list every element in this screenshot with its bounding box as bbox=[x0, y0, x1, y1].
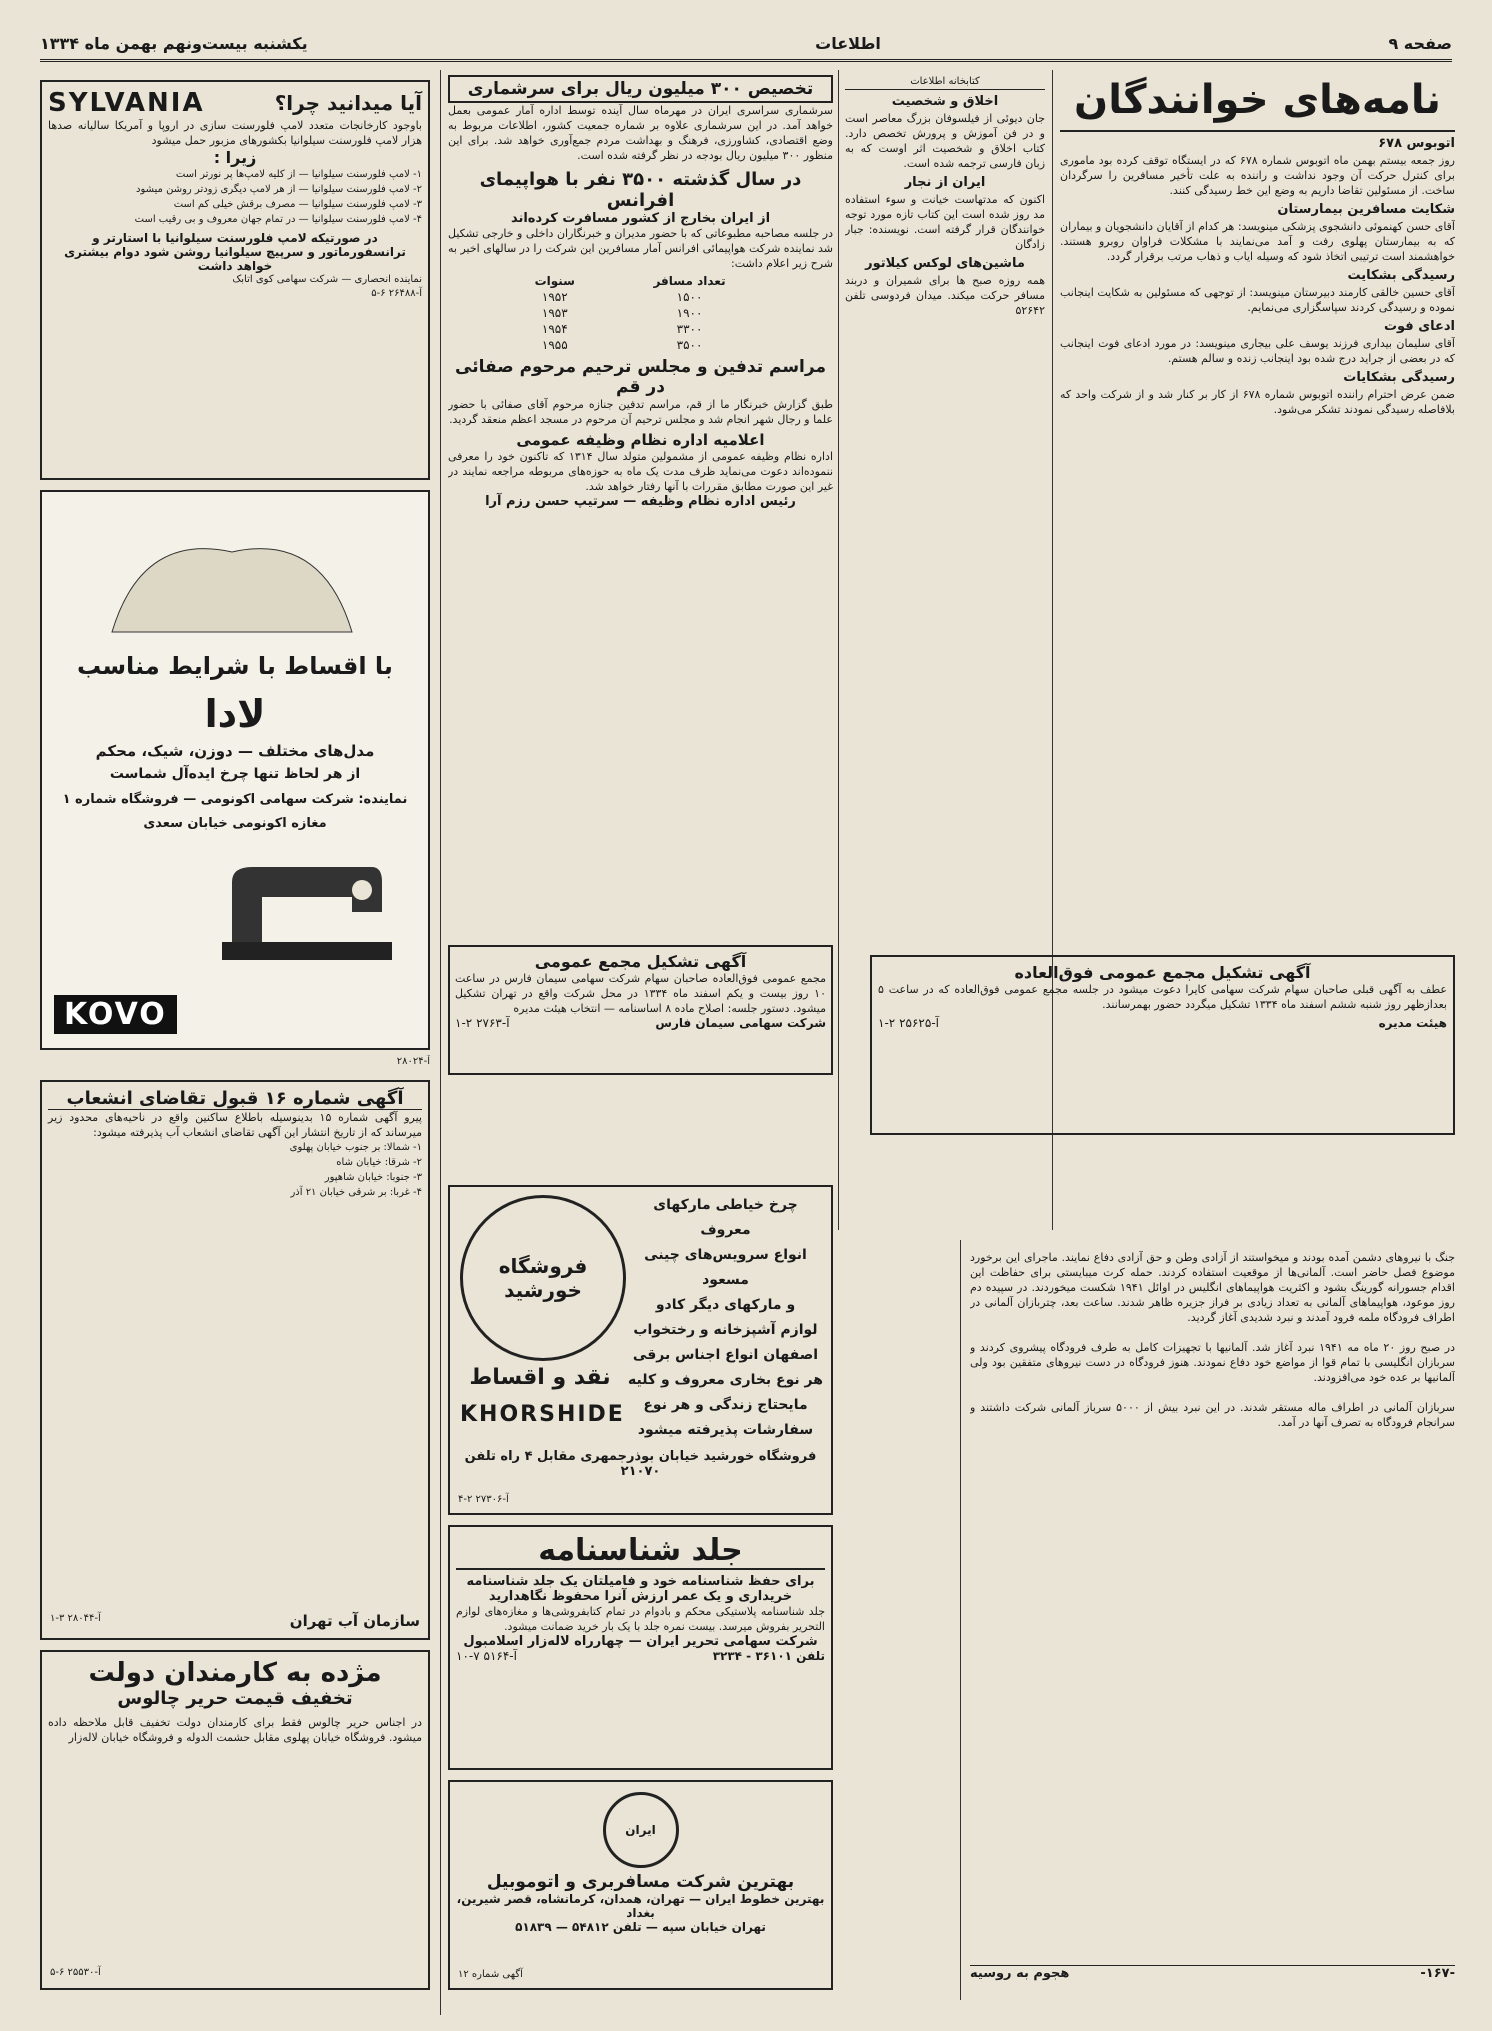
jeld-sub: برای حفظ شناسنامه خود و فامیلتان یک جلد شناسنامه خریداری و یک عمر ارزش آنرا محفوظ نگاهدارید bbox=[466, 1574, 815, 1604]
majma2-notice bbox=[870, 955, 1455, 1135]
khorshid-badge: نقد و اقساط bbox=[469, 1365, 611, 1390]
majma-text: مجمع عمومی فوق‌العاده صاحبان سهام شرکت سهامی سیمان فارس در ساعت ۱۰ روز بیست و یکم اسفند ماه ۱۳۳۴ در محل شرکت واقع در تهران تشکیل میشود. دستور جلسه: اصلاح ماده ۸ اساسنامه — انتخاب هیئت مدیره bbox=[455, 972, 826, 1015]
safar-address: تهران خیابان سپه — تلفن ۵۴۸۱۲ — ۵۱۸۳۹ bbox=[515, 1920, 766, 1934]
table-header: تعداد مسافر bbox=[653, 274, 726, 288]
khorshid-line: هر نوع بخاری معروف و کلیه bbox=[628, 1372, 823, 1388]
karmandan-code: آ-۲۵۵۳۰ ۶-۵ bbox=[50, 1967, 101, 1978]
notice-text: اداره نظام وظیفه عمومی از مشمولین متولد سال ۱۳۱۴ که تاکنون خود را معرفی ننموده‌اند دعوت می‌نماید ظرف مدت یک ماه به حوزه‌های مربوطه مراجعه نمایند در غیر این صورت مطابق مقررات با آنها رفتار خواهد شد. bbox=[448, 450, 833, 493]
ansheab-sign: سازمان آب تهران bbox=[289, 1612, 420, 1630]
khorshid-logo: KHORSHIDE bbox=[460, 1402, 625, 1427]
kovo-agent: نماینده: شرکت سهامی اکونومی — فروشگاه شماره ۱ bbox=[62, 792, 408, 807]
census-text: سرشماری سراسری ایران در مهرماه سال آینده توسط اداره آمار عمومی بعمل خواهد آمد. در این سرشماری علاوه بر شماره جمعیت کشور، اطلاعات مربوط به وضع اقتصادی، کشاورزی، فرهنگ و بهداشت مردم جمع‌آوری خواهد شد. برای این منظور ۳۰۰ میلیون ریال بودجه در نظر گرفته شده است. bbox=[448, 104, 833, 162]
news-column bbox=[448, 75, 833, 935]
thanks-title: رسیدگی بشکایت bbox=[1347, 268, 1455, 283]
kovo-logo: KOVO bbox=[54, 995, 177, 1034]
headline-airfrance: در سال گذشته ۳۵۰۰ نفر با هواپیمای افرانس bbox=[479, 169, 802, 211]
majma2-text: عطف به آگهی قبلی صاحبان سهام شرکت سهامی کایرا دعوت میشود در جلسه مجمع عمومی فوق‌العاده که در ساعت ۵ بعدازظهر روز شنبه ششم اسفند ماه ۱۳۳۴ تشکیل میگردد حضور بهمرسانند. bbox=[878, 983, 1447, 1011]
majma-title: آگهی تشکیل مجمع عمومی bbox=[534, 952, 747, 971]
khorshid-line: سفارشات پذیرفته میشود bbox=[637, 1422, 814, 1438]
war-label: هجوم به روسیه bbox=[970, 1966, 1070, 1981]
sylvania-intro: باوجود کارخانجات متعدد لامپ فلورسنت سازی در اروپا و آمریکا سالیانه صدها هزار لامپ فلورسنت سیلوانیا بکشورهای مزبور حمل میشود bbox=[48, 119, 422, 147]
safar-company: بهترین شرکت مسافربری و اتوموبیل bbox=[486, 1872, 795, 1892]
list-item: ۲- لامپ فلورسنت سیلوانیا — از هر لامپ دیگری زودتر روشن میشود bbox=[136, 184, 422, 195]
paper-name: اطلاعات bbox=[815, 34, 881, 53]
fawt-title: ادعای فوت bbox=[1383, 319, 1455, 334]
table-row: ۱۵۰۰ ۱۹۵۲ bbox=[541, 290, 703, 304]
fawt-text: آقای سلیمان بیداری فرزند یوسف علی بیجاری مینویسد: در مورد ادعای فوت اینجانب که در بعضی از جراید درج شده بود اینجانب زنده و سالم هستم. bbox=[1060, 337, 1455, 365]
majma2-title: آگهی تشکیل مجمع عمومی فوق‌العاده bbox=[1014, 963, 1311, 982]
list-item: ۴- غربا: بر شرقی خیابان ۲۱ آذر bbox=[290, 1187, 422, 1198]
table-row: ۳۵۰۰ ۱۹۵۵ bbox=[541, 338, 703, 352]
khorshid-code: آ-۲۷۳۰۶ ۲-۴ bbox=[458, 1494, 509, 1505]
library-title1: اخلاق و شخصیت bbox=[891, 94, 999, 109]
list-item: ۴- لامپ فلورسنت سیلوانیا — در تمام جهان معروف و بی رقیب است bbox=[134, 214, 422, 225]
column-rule bbox=[838, 70, 839, 1230]
thanks2-title: رسیدگی بشکایات bbox=[1343, 370, 1455, 385]
karmandan-ad bbox=[40, 1650, 430, 1990]
letters-column bbox=[1060, 70, 1455, 940]
war-number: -۱۶۷- bbox=[1420, 1966, 1455, 1981]
sylvania-ad bbox=[40, 80, 430, 480]
sylvania-footer: در صورتیکه لامپ فلورسنت سیلوانیا با استارتر و ترانسفورماتور و سرپیچ سیلوانیا روشن شود دوام بیشتری خواهد داشت bbox=[64, 231, 406, 273]
library-section: کتابخانه اطلاعات bbox=[845, 75, 1045, 90]
safar-code: آگهی شماره ۱۲ bbox=[458, 1969, 523, 1980]
headline-funeral: مراسم تدفین و مجلس ترحیم مرحوم صفائی در قم bbox=[455, 357, 826, 397]
khorshid-line: لوازم آشپزخانه و رختخواب bbox=[633, 1322, 818, 1338]
khorshid-ad bbox=[448, 1185, 833, 1515]
majma-sign: شرکت سهامی سیمان فارس bbox=[655, 1016, 826, 1030]
library-title3: ماشین‌های لوکس کیلاتور bbox=[865, 256, 1025, 271]
letters-title: نامه‌های خوانندگان bbox=[1060, 70, 1455, 132]
thanks2-text: ضمن عرض احترام راننده اتوبوس شماره ۶۷۸ از کار بر کنار شد و از شرکت واحد که بلافاصله رسیدگی نمودند تشکر می‌شود. bbox=[1060, 388, 1455, 416]
majma2-code: آ-۲۵۶۲۵ ۲-۱ bbox=[878, 1016, 939, 1030]
ansheab-text: پیرو آگهی شماره ۱۵ بدینوسیله باطلاع ساکنین واقع در ناحیه‌های محدود زیر میرساند که از تاریخ انتشار این آگهی تقاضای انشعاب آب پذیرفته میشود: bbox=[48, 1111, 422, 1139]
jeld-phone: تلفن ۳۶۱۰۱ - ۳۲۳۴ bbox=[712, 1649, 825, 1663]
safar-line: بهترین خطوط ایران — تهران، همدان، کرمانشاه، قصر شیرین، بغداد bbox=[456, 1892, 825, 1920]
bus-text: روز جمعه بیستم بهمن ماه اتوبوس شماره ۶۷۸ که در ایستگاه توقف کرده بود ماموری برای کنترل حرکت آن وجود نداشت و راننده به علت تأخیر مسافرین را سرگردان ساخت. از مسئولین تقاضا داریم به وضع این خط رسیدگی کنند. bbox=[1060, 154, 1455, 197]
table-header: سنوات bbox=[534, 274, 575, 288]
khorshid-line: اصفهان انواع اجناس برقی bbox=[632, 1347, 819, 1363]
khorshid-line: چرخ خیاطی مارکهای معروف bbox=[653, 1197, 798, 1238]
kovo-headline: با اقساط با شرایط مناسب bbox=[77, 652, 393, 680]
table-row: ۳۳۰۰ ۱۹۵۴ bbox=[541, 322, 703, 336]
subhead-airfrance: از ایران بخارج از کشور مسافرت کرده‌اند bbox=[510, 211, 771, 226]
list-item: ۲- شرقا: خیابان شاه bbox=[336, 1157, 422, 1168]
list-item: ۱- لامپ فلورسنت سیلوانیا — از کلیه لامپ‌ها پر نورتر است bbox=[175, 169, 422, 180]
hospital-title: شکایت مسافرین بیمارستان bbox=[1277, 202, 1455, 217]
thanks-text: آقای حسین خالقی کارمند دبیرستان مینویسد: از توجهی که مسئولین به شکایت اینجانب نموده و رسیدگی کردند سپاسگزاری می‌نمایم. bbox=[1060, 286, 1455, 314]
company-emblem-icon bbox=[603, 1792, 679, 1868]
curtain-illustration bbox=[102, 512, 362, 642]
war-footer bbox=[970, 1965, 1455, 1991]
headline-census: تخصیص ۳۰۰ میلیون ریال برای سرشماری bbox=[448, 75, 833, 103]
page-date: یکشنبه بیست‌ونهم بهمن ماه ۱۳۳۴ bbox=[40, 34, 308, 53]
sylvania-list bbox=[48, 168, 422, 227]
khorshid-line: مایحتاج زندگی و هر نوع bbox=[643, 1397, 808, 1413]
sylvania-question: آیا میدانید چرا؟ bbox=[274, 91, 422, 115]
list-item: ۳- جنوبا: خیابان شاهپور bbox=[324, 1172, 422, 1183]
notice-title: اعلامیه اداره نظام وظیفه عمومی bbox=[516, 431, 765, 449]
jeld-text: جلد شناسنامه پلاستیکی محکم و بادوام در تمام کتابفروشی‌ها و مغازه‌های لوازم التحریر بفروش میرسد. بیست نمره جلد با یک بار خرید ضمانت میشود. bbox=[456, 1605, 825, 1633]
hospital-text: آقای حسن کهنموئی دانشجوی پزشکی مینویسد: هر کدام از آقایان دانشجویان و بیماران که به بیمارستان پهلوی رفت و آمد می‌نمایند با مشکلات فراوان روبرو هستند. خواهشمند است ترتیبی اتخاذ شود که وسیله ایاب و ذهاب مرتب برقرار گردد. bbox=[1060, 220, 1455, 263]
kovo-store: مغازه اکونومی خیابان سعدی bbox=[143, 816, 327, 831]
notice-sign: رئیس اداره نظام وظیفه — سرتیپ حسن رزم آرا bbox=[485, 494, 796, 509]
ansheab-title: آگهی شماره ۱۶ قبول تقاضای انشعاب bbox=[48, 1088, 422, 1110]
column-rule bbox=[440, 70, 441, 2015]
khorshid-sun-logo: فروشگاه خورشید bbox=[460, 1195, 626, 1361]
table-row: ۱۹۰۰ ۱۹۵۳ bbox=[541, 306, 703, 320]
karmandan-text: در اجناس حریر چالوس فقط برای کارمندان دولت تخفیف قابل ملاحظه داده میشود. فروشگاه خیابان پهلوی مقابل حشمت الدوله و فروشگاه خیابان لاله‌زار bbox=[48, 1716, 422, 1744]
library-text3: همه روزه صبح ها برای شمیران و دربند مسافر حرکت میکند. میدان فردوسی تلفن ۵۲۶۴۲ bbox=[845, 274, 1045, 317]
safar-ad bbox=[448, 1780, 833, 1990]
war-serial: جنگ با نیروهای دشمن آمده بودند و میخواستند از آزادی وطن و حق آزادی دفاع نمایند. ماجرای این برخورد موضوع فصل حاضر است. آلمانی‌ها از موقعیت استفاده کردند. حمله کرت میبایستی برای حفاظت این اقدام جسورانه گورینگ بشود و اکثریت هواپیماهای انگلیس در اوائل ۱۹۴۱ شکست میخوردند. در سپیده دم روز موعود، هواپیماهای آلمانی به تعداد زیادی بر فراز جزیره ظاهر شدند. ساعت بعد، چتربازان آلمانی در اطراف فرودگاه ملمه فرود آمدند و نبرد شدیدی آغاز گردید. در صبح روز ۲۰ ماه مه ۱۹۴۱ نبرد آغاز شد. آلمانیها با تجهیزات کامل به طرف فرودگاه پیشروی کردند و سربازان انگلیسی با تمام قوا از مواضع خود دفاع نمودند. هنوز فرودگاه در دست نیروهای متفقین بود ولی آلمانیها بر عده خود می‌افزودند. سربازان آلمانی در اطراف ماله مستقر شدند. در این نبرد بیش از ۵۰۰۰ سرباز آلمانی شرکت داشتند و سرانجام فرودگاه به تصرف آنها در آمد. bbox=[970, 1251, 1455, 1429]
funeral-text: طبق گزارش خبرنگار ما از قم، مراسم تدفین جنازه مرحوم آقای صفائی با حضور علما و رجال شهر انجام شد و مجلس ترحیم آن مرحوم در مسجد اعظم منعقد گردید. bbox=[448, 398, 833, 426]
kovo-brand-fa: لادا bbox=[204, 692, 266, 736]
airfrance-text: در جلسه مصاحبه مطبوعاتی که با حضور مدیران و خبرنگاران داخلی و خارجی تشکیل شد نماینده شرکت هواپیمائی افرانس آمار مسافرین این شرکت را در سالهای اخیر به شرح زیر اعلام داشت: bbox=[448, 227, 833, 270]
ansheab-notice bbox=[40, 1080, 430, 1640]
majma-code: آ-۲۷۶۳ ۲-۱ bbox=[455, 1016, 510, 1030]
emblem-label: ایران bbox=[625, 1823, 656, 1837]
kovo-line: از هر لحاظ تنها چرخ ایده‌آل شماست bbox=[109, 766, 361, 782]
column-rule bbox=[960, 1240, 961, 2000]
jeld-code: آ-۵۱۶۴ ۷-۱۰ bbox=[456, 1649, 517, 1663]
library-text1: جان دیوئی از فیلسوفان بزرگ معاصر است و در فن آموزش و پرورش تخصص دارد. کتاب اخلاق و شخصیت اثر اوست که به زبان فارسی ترجمه شده است. bbox=[845, 112, 1045, 170]
library-text2: اکنون که مدتهاست خیانت و سوء استفاده مد روز شده است این کتاب تازه مورد توجه خوانندگان قرار گرفته است. نویسنده: جبار زادگان bbox=[845, 193, 1045, 251]
ansheab-code: آ-۲۸۰۴۴ ۳-۱ bbox=[50, 1613, 101, 1624]
jeld-company: شرکت سهامی تحریر ایران — چهارراه لاله‌زار اسلامبول bbox=[463, 1634, 818, 1649]
jeld-title: جلد شناسنامه bbox=[456, 1533, 825, 1570]
karmandan-sub: تخفیف قیمت حریر چالوس bbox=[117, 1688, 353, 1709]
khorshid-line: و مارکهای دیگر کادو bbox=[655, 1297, 796, 1313]
sylvania-code: آ-۲۶۴۸۸ ۶-۵ bbox=[371, 288, 422, 299]
karmandan-title: مژده به کارمندان دولت bbox=[88, 1658, 382, 1688]
kovo-ad bbox=[40, 490, 430, 1050]
kovo-subtitle: مدل‌های مختلف — دوزن، شیک، محکم bbox=[95, 742, 375, 760]
khorshid-address: فروشگاه خورشید خیابان بوذرجمهری مقابل ۴ راه تلفن ۲۱۰۷۰ bbox=[464, 1449, 817, 1479]
sylvania-agent: نماینده انحصاری — شرکت سهامی کوی اتابک bbox=[232, 274, 422, 285]
bus-title: اتوبوس ۶۷۸ bbox=[1378, 136, 1455, 151]
majma2-sign: هیئت مدیره bbox=[1378, 1016, 1447, 1030]
ansheab-areas bbox=[48, 1141, 422, 1200]
page-header bbox=[40, 28, 1452, 62]
sylvania-logo: SYLVANIA bbox=[48, 88, 205, 118]
khorshid-line: انواع سرویس‌های چینی مسعود bbox=[644, 1247, 807, 1288]
sewing-machine-icon bbox=[212, 852, 402, 972]
passenger-table bbox=[506, 273, 776, 353]
library-column bbox=[845, 75, 1045, 945]
kovo-code: آ-۲۸۰۲۴ bbox=[396, 1056, 430, 1067]
page-number: صفحه ۹ bbox=[1388, 34, 1452, 53]
library-title2: ایران از نجار bbox=[904, 175, 986, 190]
majma-notice bbox=[448, 945, 833, 1075]
jeld-ad bbox=[448, 1525, 833, 1770]
list-item: ۱- شمالا: بر جنوب خیابان پهلوی bbox=[289, 1142, 422, 1153]
list-item: ۳- لامپ فلورسنت سیلوانیا — مصرف برقش خیلی کم است bbox=[173, 199, 422, 210]
sylvania-because: زیرا : bbox=[213, 148, 257, 167]
